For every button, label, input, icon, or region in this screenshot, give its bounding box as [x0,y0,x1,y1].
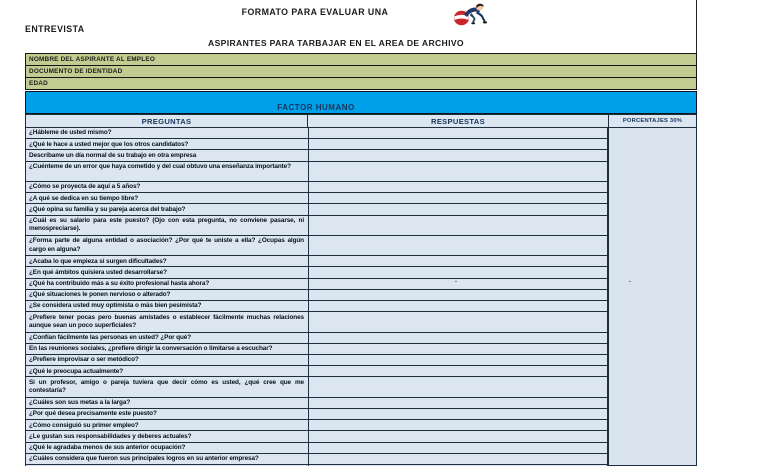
table-row [26,312,608,332]
table-header-row [25,114,608,128]
section-header-band [25,91,697,114]
table-row [26,139,608,150]
pregunta-cell: ¿Cuáles son sus metas a la larga? [26,398,309,408]
pregunta-cell: ¿Forma parte de alguna entidad o asociación? ¿Por qué te uniste a ella? ¿Ocupas algún cargo en alguna? [26,236,309,255]
table-row [26,377,608,397]
pregunta-cell: ¿Qué le agradaba menos de sus anterior ocupación? [26,443,309,453]
respuesta-cell[interactable] [309,236,608,255]
pregunta-cell: ¿Cómo consiguió su primer empleo? [26,420,309,430]
table-row [26,128,608,139]
applicant-info-section [25,53,697,90]
pregunta-cell: ¿Se considera usted muy optimista o más bien pesimista? [26,301,309,311]
table-row [26,193,608,204]
pregunta-cell: ¿Cuáles considera que fueron sus principales logros en su anterior empresa? [26,454,309,464]
pregunta-cell: ¿Prefiere improvisar o ser metódico? [26,355,309,365]
header-preguntas: PREGUNTAS [26,115,308,127]
table-row [26,150,608,161]
stray-period-respuesta: . [455,277,457,284]
respuesta-cell[interactable] [309,333,608,343]
pregunta-cell: ¿Qué le preocupa actualmente? [26,366,309,376]
section-header-label: FACTOR HUMANO [277,103,355,112]
pregunta-cell: ¿Cuál es su salario para este puesto? (Ojo con esta pregunta, no conviene pasarse, ni menospreciarse). [26,216,309,235]
pregunta-cell: ¿Acaba lo que empieza si surgen dificultades? [26,256,309,266]
pregunta-cell: ¿Prefiere tener pocas pero buenas amistades o establecer fácilmente muchas relaciones aunque sean un poco superficiales? [26,312,309,331]
table-row [26,333,608,344]
field-documento-identidad[interactable] [26,66,696,78]
respuesta-cell[interactable] [309,398,608,408]
pregunta-cell: ¿Confían fácilmente las personas en usted? ¿Por qué? [26,333,309,343]
form-title-line1: FORMATO PARA EVALUAR UNA [241,7,389,17]
respuesta-cell[interactable] [309,182,608,192]
pregunta-cell: ¿A qué se dedica en su tiempo libre? [26,193,309,203]
pregunta-cell: Si un profesor, amigo o pareja tuviera que decir cómo es usted, ¿qué cree que me contestaría? [26,377,309,396]
respuesta-cell[interactable] [309,355,608,365]
table-row [26,454,608,465]
respuesta-cell[interactable] [309,454,608,464]
respuesta-cell[interactable] [309,267,608,277]
field-label: DOCUMENTO DE IDENTIDAD [29,68,123,75]
respuesta-cell[interactable] [309,366,608,376]
field-nombre-aspirante[interactable] [26,54,696,66]
header-respuestas: RESPUESTAS [431,116,485,126]
title-cell-border [696,0,697,53]
respuesta-cell[interactable] [309,420,608,430]
respuesta-cell[interactable] [309,256,608,266]
table-row [26,279,608,290]
table-row [26,236,608,256]
respuesta-cell[interactable] [309,344,608,354]
porcentajes-column[interactable] [608,114,697,466]
pregunta-cell: ¿Cuénteme de un error que haya cometido y del cual obtuvo una enseñanza importante? [26,162,309,181]
form-subtitle: ASPIRANTES PARA TARBAJAR EN EL AREA DE ARCHIVO [208,38,464,48]
respuesta-cell[interactable] [309,409,608,419]
table-row [26,204,608,215]
pregunta-cell: ¿En qué ámbitos quisiera usted desarrollarse? [26,267,309,277]
table-row [26,431,608,442]
respuesta-cell[interactable] [309,128,608,138]
respuesta-cell[interactable] [309,377,608,396]
field-label: NOMBRE DEL ASPIRANTE AL EMPLEO [29,56,156,63]
respuesta-cell[interactable] [309,279,608,289]
respuesta-cell[interactable] [309,193,608,203]
table-row [26,355,608,366]
header-porcentajes: PORCENTAJES 30% [609,115,696,128]
pregunta-cell: ¿Qué ha contribuido más a su éxito profesional hasta ahora? [26,279,309,289]
respuesta-cell[interactable] [309,150,608,160]
field-label: EDAD [29,80,48,87]
respuesta-cell[interactable] [309,139,608,149]
table-row [26,409,608,420]
person-pushing-ball-clipart-icon [452,1,488,27]
pregunta-cell: ¿Qué le hace a usted mejor que los otros candidatos? [26,139,309,149]
pregunta-cell: ¿Qué opina su familia y su pareja acerca del trabajo? [26,204,309,214]
respuesta-cell[interactable] [309,204,608,214]
respuesta-cell[interactable] [309,290,608,300]
respuesta-cell[interactable] [309,443,608,453]
table-row [26,366,608,377]
respuesta-cell[interactable] [309,216,608,235]
form-title-line2: ENTREVISTA [25,24,85,34]
respuesta-cell[interactable] [309,431,608,441]
table-row [26,256,608,267]
pregunta-cell: ¿Por qué desea precisamente este puesto? [26,409,309,419]
pregunta-cell: ¿Qué situaciones le ponen nervioso o alterado? [26,290,309,300]
table-row [26,216,608,236]
table-row [26,398,608,409]
table-row [26,301,608,312]
pregunta-cell: ¿Le gustan sus responsabilidades y deberes actuales? [26,431,309,441]
stray-period-porcentaje: . [629,277,631,284]
table-row [26,443,608,454]
pregunta-cell: ¿Hábleme de usted mismo? [26,128,309,138]
table-row [26,267,608,278]
table-row [26,182,608,193]
question-rows [25,128,608,466]
pregunta-cell: ¿Cómo se proyecta de aquí a 5 años? [26,182,309,192]
pregunta-cell: En las reuniones sociales, ¿prefiere dirigir la conversación o limitarse a escuchar? [26,344,309,354]
pregunta-cell: Descríbame un día normal de su trabajo en otra empresa [26,150,309,160]
table-row [26,162,608,182]
respuesta-cell[interactable] [309,301,608,311]
table-row [26,344,608,355]
respuesta-cell[interactable] [309,312,608,331]
field-edad[interactable] [26,78,696,89]
table-row [26,420,608,431]
table-row [26,290,608,301]
respuesta-cell[interactable] [309,162,608,181]
